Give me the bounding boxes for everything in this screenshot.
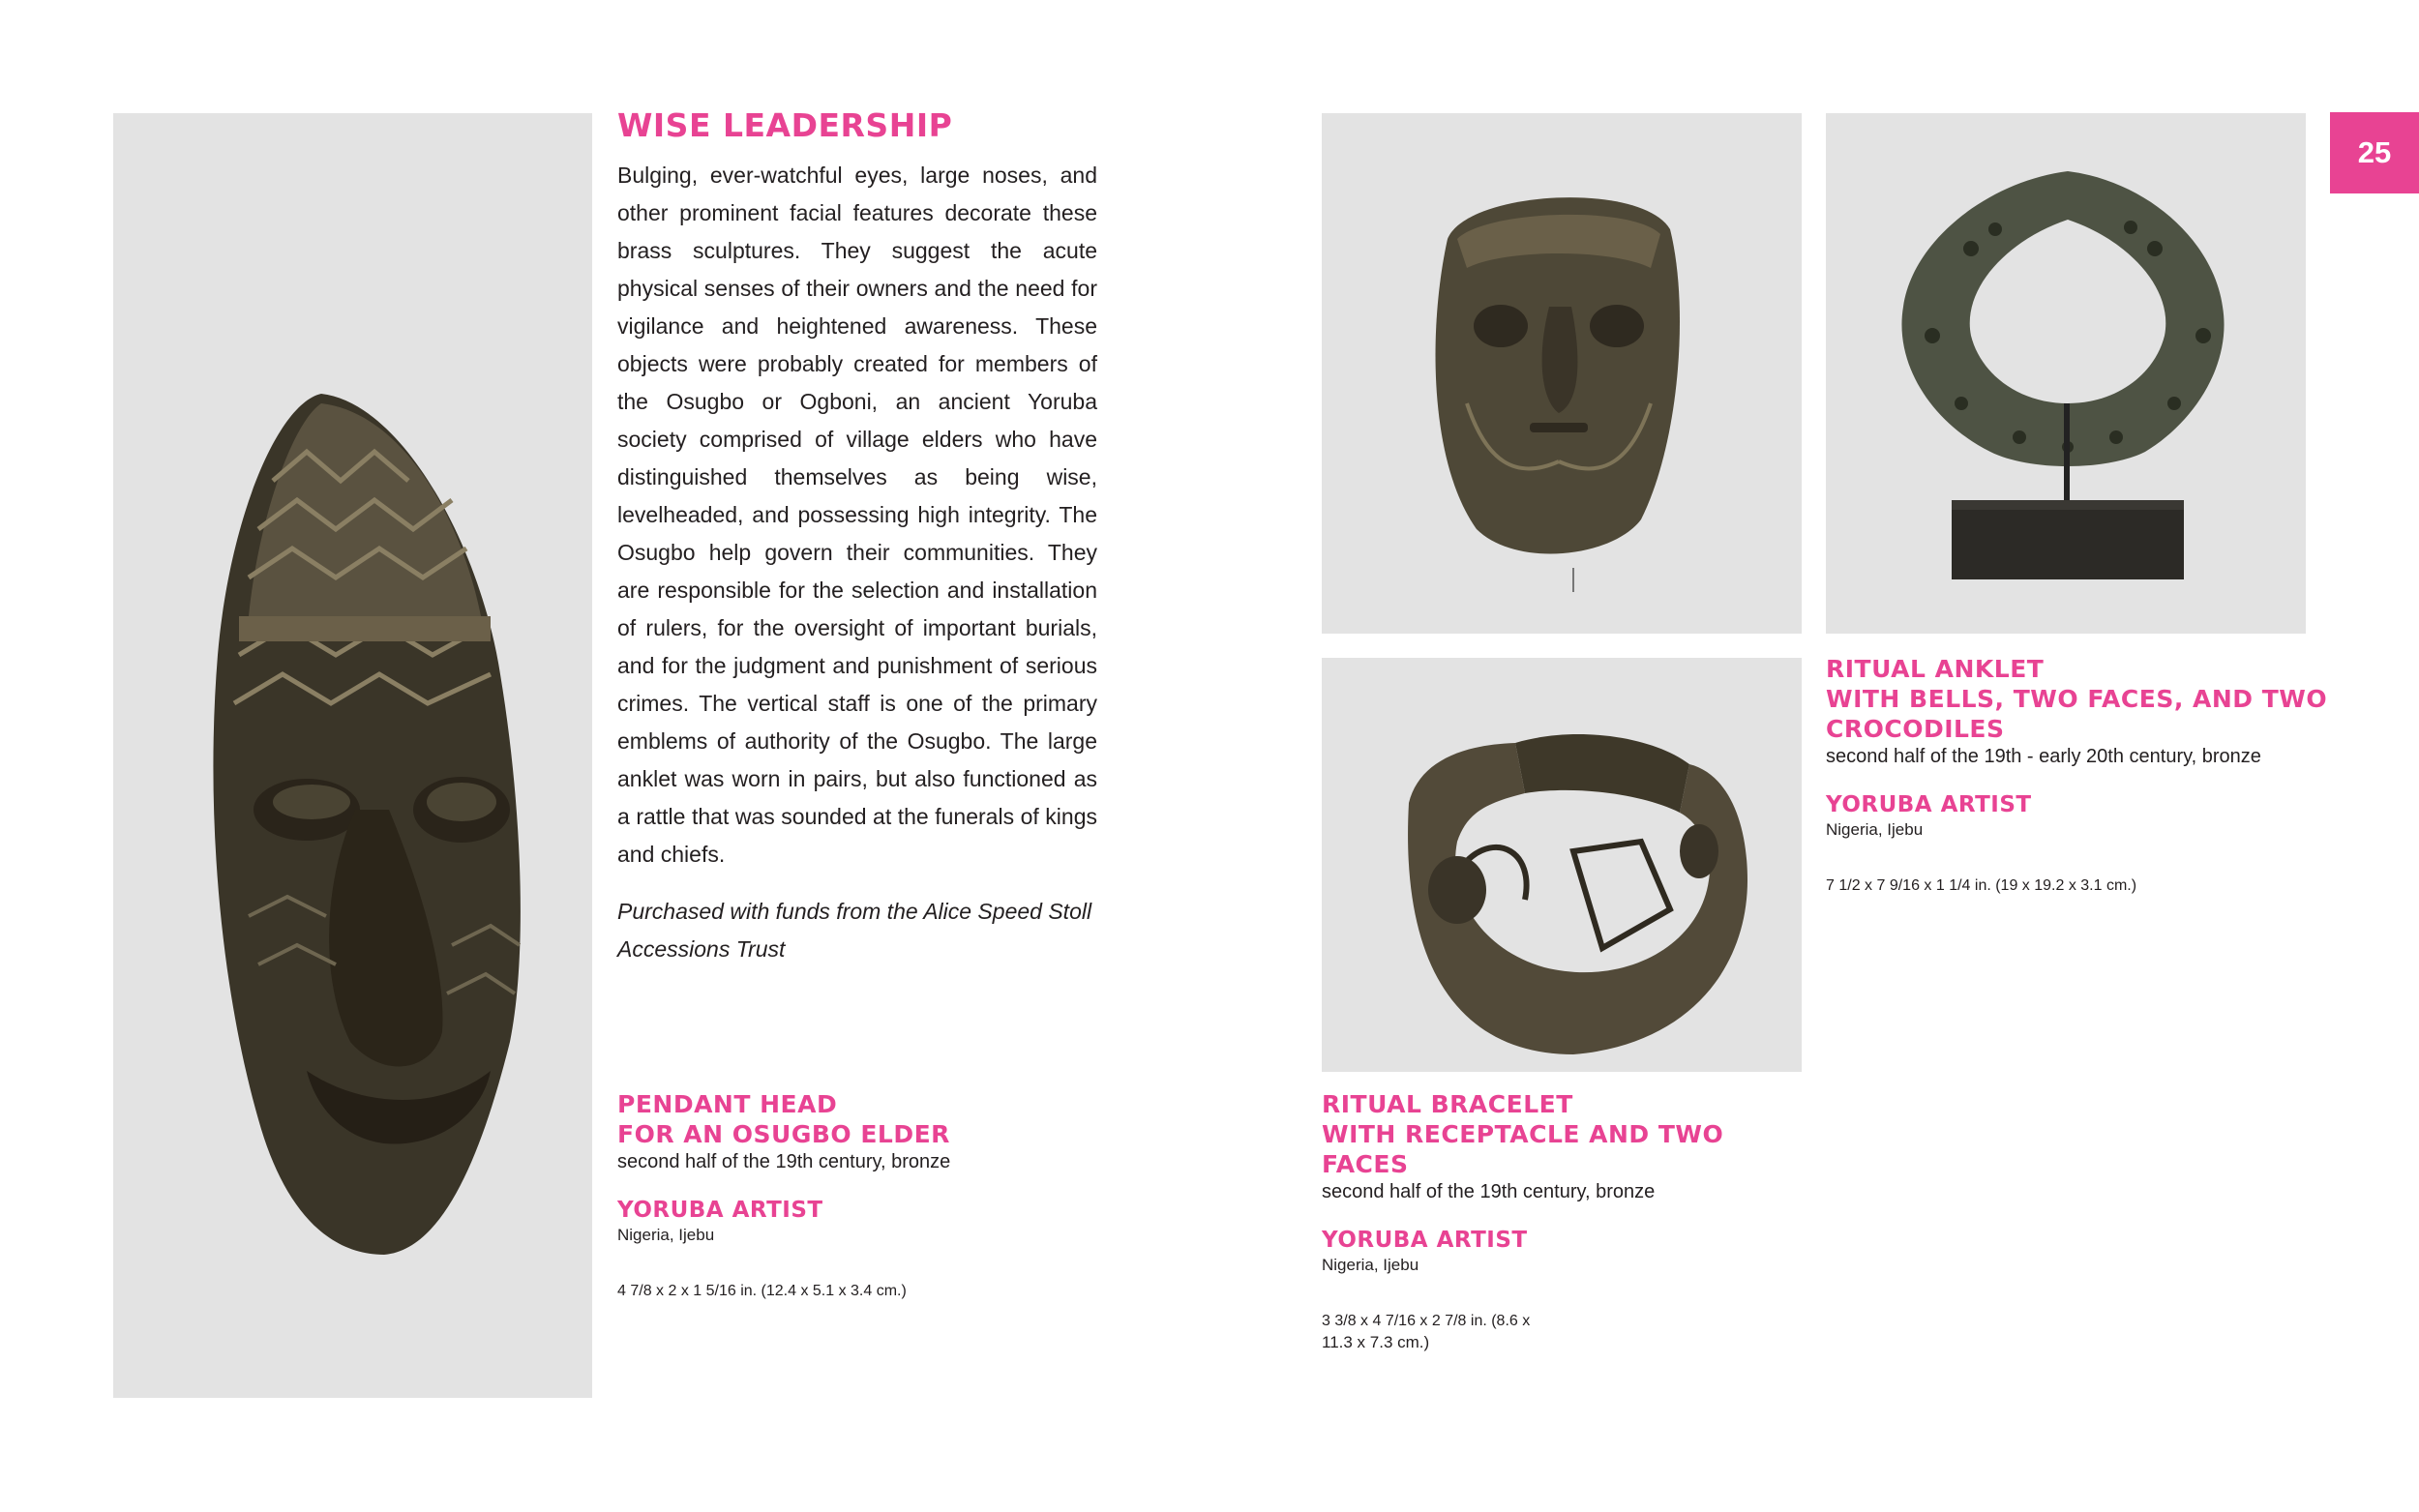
- page-number: 25: [2357, 135, 2392, 169]
- anklet-date-medium: second half of the 19th - early 20th century, bronze: [1826, 746, 2261, 767]
- section-body: Bulging, ever-watchful eyes, large noses, and other prominent facial features decorate these brass sculptures. They suggest the acute physical senses of their owners and the need for vigilance and heightened awareness. These objects were probably created for members of the Osugbo or Ogboni, an ancient Yoruba society comprised of village elders who have distinguished themselves as being wise, levelheaded, and possessing high integrity. The Osugbo help govern their communities. They are responsible for the selection and installation of rulers, for the oversight of important burials, and for the judgment and punishment of serious crimes. The vertical staff is one of the primary emblems of authority of the Osugbo. The large anklet was worn in pairs, but also functioned as a rattle that was sounded at the funerals of kings and chiefs.: [617, 163, 1097, 867]
- bracelet-caption: [1322, 1089, 1806, 1353]
- bracelet-title-line1: RITUAL BRACELET: [1322, 1090, 1573, 1118]
- bracelet-dimensions-line1: 3 3/8 x 4 7/16 x 2 7/8 in. (8.6 x: [1322, 1313, 1531, 1329]
- anklet-origin: Nigeria, Ijebu: [1826, 820, 1924, 839]
- anklet-dimensions: 7 1/2 x 7 9/16 x 1 1/4 in. (19 x 19.2 x 3.1 cm.): [1826, 877, 2137, 894]
- bracelet-dimensions-line2: 11.3 x 7.3 cm.): [1322, 1333, 1430, 1351]
- anklet-title-line2: WITH BELLS, TWO FACES, AND TWO: [1826, 685, 2328, 713]
- anklet-title-line3: CROCODILES: [1826, 715, 2005, 743]
- anklet-image: [1826, 113, 2306, 634]
- section-body-block: [617, 157, 1097, 968]
- pendant-title-line2: FOR AN OSUGBO ELDER: [617, 1120, 950, 1148]
- anklet-photo: [1826, 113, 2306, 634]
- anklet-title-line1: RITUAL ANKLET: [1826, 655, 2045, 683]
- head-photo: [1322, 113, 1802, 634]
- bracelet-date-medium: second half of the 19th century, bronze: [1322, 1181, 1656, 1202]
- head-image: [1322, 113, 1802, 634]
- bracelet-photo: [1322, 658, 1802, 1072]
- page-number-tab: [2330, 112, 2419, 193]
- section-title: WISE LEADERSHIP: [617, 106, 953, 144]
- pendant-head-photo: [113, 113, 592, 1398]
- pendant-date-medium: second half of the 19th century, bronze: [617, 1151, 951, 1172]
- pendant-origin: Nigeria, Ijebu: [617, 1226, 715, 1244]
- bracelet-artist: YORUBA ARTIST: [1322, 1228, 1528, 1253]
- pendant-head-image: [113, 113, 592, 1398]
- pendant-dimensions: 4 7/8 x 2 x 1 5/16 in. (12.4 x 5.1 x 3.4 cm.): [617, 1283, 907, 1299]
- pendant-caption: [617, 1089, 1062, 1302]
- credit-line: Purchased with funds from the Alice Speed Stoll Accessions Trust: [617, 899, 1092, 962]
- bracelet-origin: Nigeria, Ijebu: [1322, 1256, 1419, 1274]
- bracelet-image: [1322, 658, 1802, 1072]
- pendant-artist: YORUBA ARTIST: [617, 1198, 823, 1223]
- anklet-caption: [1826, 654, 2329, 897]
- pendant-title-line1: PENDANT HEAD: [617, 1090, 838, 1118]
- bracelet-title-line2: WITH RECEPTACLE AND TWO FACES: [1322, 1120, 1724, 1178]
- anklet-artist: YORUBA ARTIST: [1826, 792, 2032, 817]
